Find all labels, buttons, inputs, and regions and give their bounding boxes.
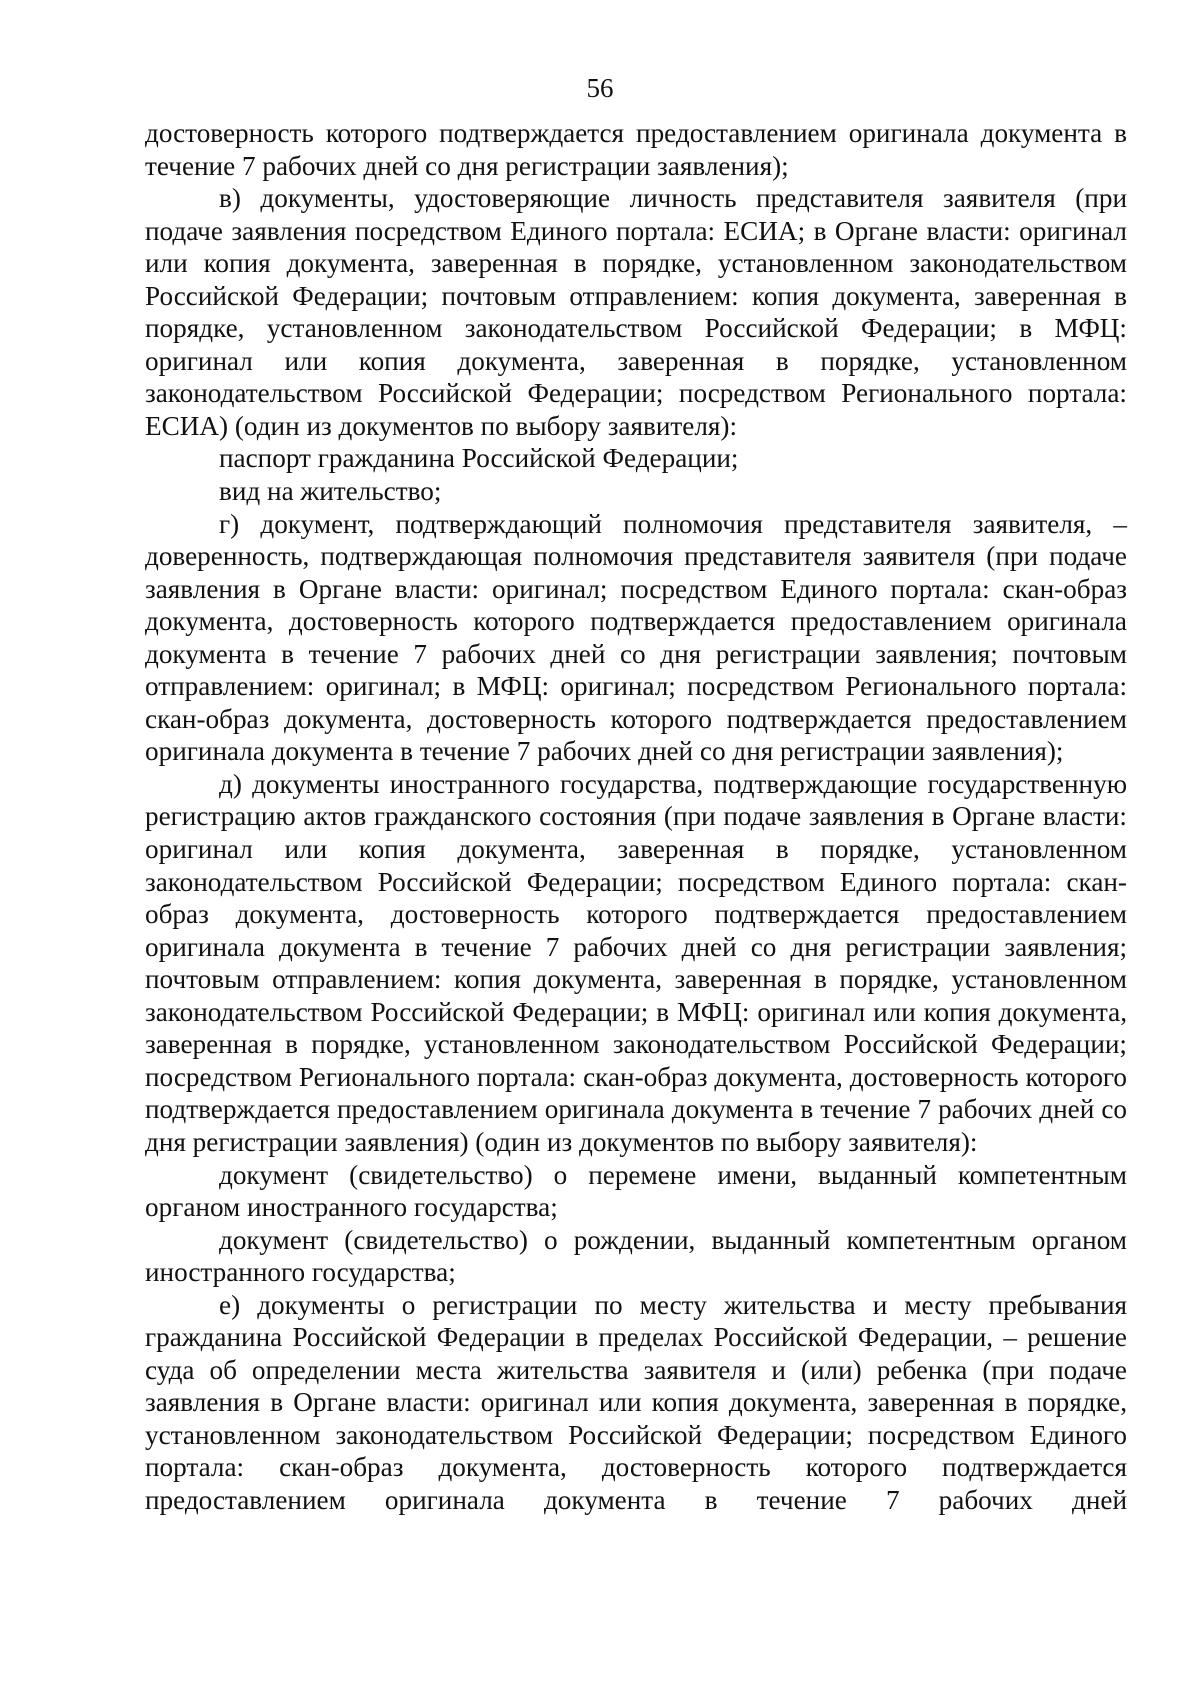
page-number: 56 <box>586 73 614 103</box>
document-body <box>145 117 1127 1517</box>
paragraph-continuation: достоверность которого подтверждается предоставлением оригинала документа в течение 7 рабочих дней со дня регистрации заявления); <box>145 118 1127 181</box>
list-item-name-change-certificate: документ (свидетельство) о перемене имени, выданный компетентным органом иностранного государства; <box>145 1159 1127 1223</box>
paragraph-item-e: е) документы о регистрации по месту жительства и месту пребывания гражданина Российской Федерации в пределах Российской Федерации, – решение суда об определении места жительства заявителя и (или) ребенка (при подаче заявления в Органе власти: оригинал или копия документа, заверенная в порядке, установленном законодательством Российской Федерации; посредством Единого портала: скан-образ документа, достоверность которого подтверждается предоставлением оригинала документа в течение 7 рабочих дней <box>145 1289 1127 1515</box>
paragraph-item-d: д) документы иностранного государства, подтверждающие государственную регистрацию актов гражданского состояния (при подаче заявления в Органе власти: оригинал или копия документа, заверенная в порядке, установленном законодательством Российской Федерации; посредством Единого портала: скан-образ документа, достоверность которого подтверждается предоставлением оригинала документа в течение 7 рабочих дней со дня регистрации заявления; почтовым отправлением: копия документа, заверенная в порядке, установленном законодательством Российской Федерации; в МФЦ: оригинал или копия документа, заверенная в порядке, установленном законодательством Российской Федерации; посредством Регионального портала: скан-образ документа, достоверность которого подтверждается предоставлением оригинала документа в течение 7 рабочих дней со дня регистрации заявления) (один из документов по выбору заявителя): <box>145 768 1127 1157</box>
list-item-passport: паспорт гражданина Российской Федерации; <box>219 443 739 474</box>
list-item-birth-certificate: документ (свидетельство) о рождении, выданный компетентным органом иностранного государства; <box>145 1224 1127 1288</box>
paragraph-item-g: г) документ, подтверждающий полномочия представителя заявителя, – доверенность, подтверждающая полномочия представителя заявителя (при подаче заявления в Органе власти: оригинал; посредством Единого портала: скан-образ документа, достоверность которого подтверждается предоставлением оригинала документа в течение 7 рабочих дней со дня регистрации заявления; почтовым отправлением: оригинал; в МФЦ: оригинал; посредством Регионального портала: скан-образ документа, достоверность которого подтверждается предоставлением оригинала документа в течение 7 рабочих дней со дня регистрации заявления); <box>145 508 1127 767</box>
list-item-residence-permit: вид на жительство; <box>219 476 442 507</box>
paragraph-item-v: в) документы, удостоверяющие личность представителя заявителя (при подаче заявления посредством Единого портала: ЕСИА; в Органе власти: оригинал или копия документа, заверенная в порядке, установленном законодательством Российской Федерации; почтовым отправлением: копия документа, заверенная в порядке, установленном законодательством Российской Федерации; в МФЦ: оригинал или копия документа, заверенная в порядке, установленном законодательством Российской Федерации; посредством Регионального портала: ЕСИА) (один из документов по выбору заявителя): <box>145 183 1127 441</box>
